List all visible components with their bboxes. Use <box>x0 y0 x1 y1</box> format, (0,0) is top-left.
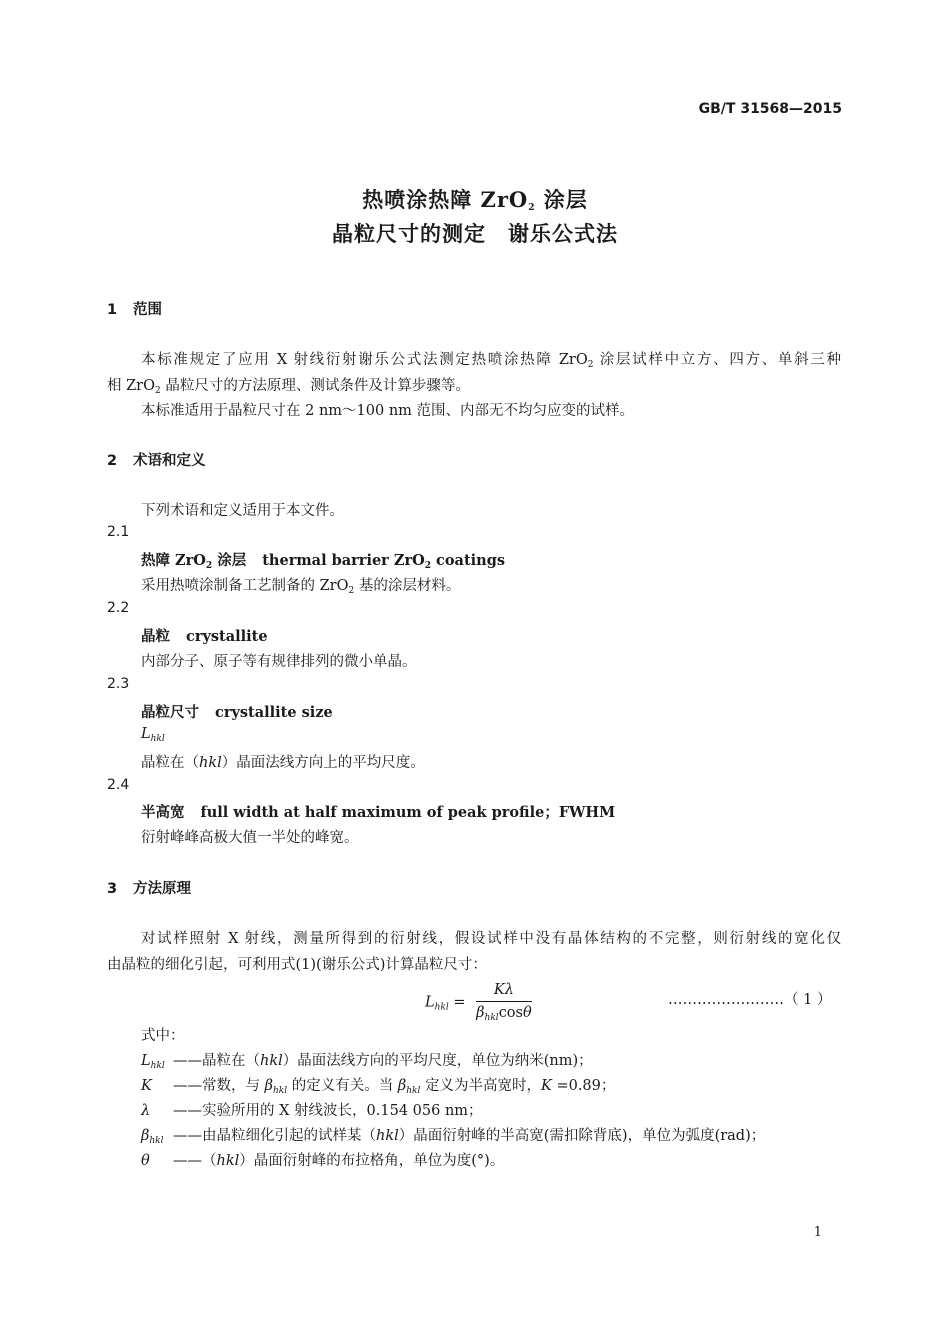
formula-denominator: $\beta_{hkl}\cos\theta$ <box>476 1005 532 1023</box>
section-1-heading: 1 范围 <box>107 302 162 318</box>
term-2-4-definition: 衍射峰峰高极大值一半处的峰宽。 <box>141 830 359 846</box>
principle-line1: 对试样照射 X 射线，测量所得到的衍射线，假设试样中没有晶体结构的不完整，则衍射线的宽化仅 <box>141 931 841 947</box>
scope-paragraph-1-line2: 相 ZrO$_2$ 晶粒尺寸的方法原理、测试条件及计算步骤等。 <box>107 378 470 396</box>
symbol-def-beta: $\beta_{hkl}$ ——由晶粒细化引起的试样某（hkl）晶面衍射峰的半高宽(需扣除背底)，单位为弧度(rad)； <box>141 1128 766 1146</box>
term-2-1-definition: 采用热喷涂制备工艺制备的 ZrO$_2$ 基的涂层材料。 <box>141 578 461 596</box>
scope-paragraph-2: 本标准适用于晶粒尺寸在 2 nm～100 nm 范围、内部无不均匀应变的试样。 <box>141 403 635 419</box>
term-number-2-1: 2.1 <box>107 524 130 540</box>
section-3-heading: 3 方法原理 <box>107 881 191 897</box>
symbol-def-L: $L_{hkl}$ ——晶粒在（hkl）晶面法线方向的平均尺度，单位为纳米(nm)； <box>141 1053 593 1071</box>
term-2-2-definition: 内部分子、原子等有规律排列的微小单晶。 <box>141 654 417 670</box>
term-2-3-symbol: $L_{hkl}$ <box>141 726 165 744</box>
terms-intro: 下列术语和定义适用于本文件。 <box>141 503 344 519</box>
term-number-2-3: 2.3 <box>107 676 130 692</box>
term-2-1-name: 热障 ZrO$_2$ 涂层 thermal barrier ZrO$_2$ coatings <box>141 552 505 571</box>
formula-numerator: Kλ <box>476 982 532 1002</box>
term-number-2-2: 2.2 <box>107 600 130 616</box>
term-2-2-name: 晶粒 crystallite <box>141 628 268 645</box>
section-2-heading: 2 术语和定义 <box>107 453 206 469</box>
scherrer-formula: $L_{hkl}$ = $\frac{K\lambda}{\beta_{hkl}\cos\theta}$ <box>425 982 532 1023</box>
scope-paragraph-1-line1: 本标准规定了应用 X 射线衍射谢乐公式法测定热喷涂热障 ZrO$_2$ 涂层试样中立方、四方、单斜三种 <box>141 352 842 370</box>
principle-line2: 由晶粒的细化引起，可利用式(1)(谢乐公式)计算晶粒尺寸： <box>107 957 487 973</box>
term-2-3-definition: 晶粒在（hkl）晶面法线方向上的平均尺度。 <box>141 755 425 771</box>
symbol-def-lambda: λ ——实验所用的 X 射线波长，0.154 056 nm； <box>141 1103 483 1119</box>
formula-fraction <box>476 982 532 1023</box>
page-number: 1 <box>813 1225 822 1240</box>
document-title-line2: 晶粒尺寸的测定 谢乐公式法 <box>332 221 618 246</box>
standard-number: GB/T 31568—2015 <box>698 101 842 117</box>
term-number-2-4: 2.4 <box>107 777 130 793</box>
symbol-def-K: K ——常数，与 $\beta_{hkl}$ 的定义有关。当 $\beta_{hkl}$ 定义为半高宽时，K =0.89； <box>141 1078 616 1096</box>
document-title-line1: 热喷涂热障 ZrO2 涂层 <box>362 187 588 213</box>
symbol-def-theta: θ ——（hkl）晶面衍射峰的布拉格角，单位为度(°)。 <box>141 1153 505 1169</box>
formula-number: ……………………（ 1 ） <box>668 992 832 1008</box>
term-2-4-name: 半高宽 full width at half maximum of peak profile；FWHM <box>141 804 616 821</box>
term-2-3-name: 晶粒尺寸 crystallite size <box>141 704 333 721</box>
where-label: 式中： <box>141 1028 185 1044</box>
